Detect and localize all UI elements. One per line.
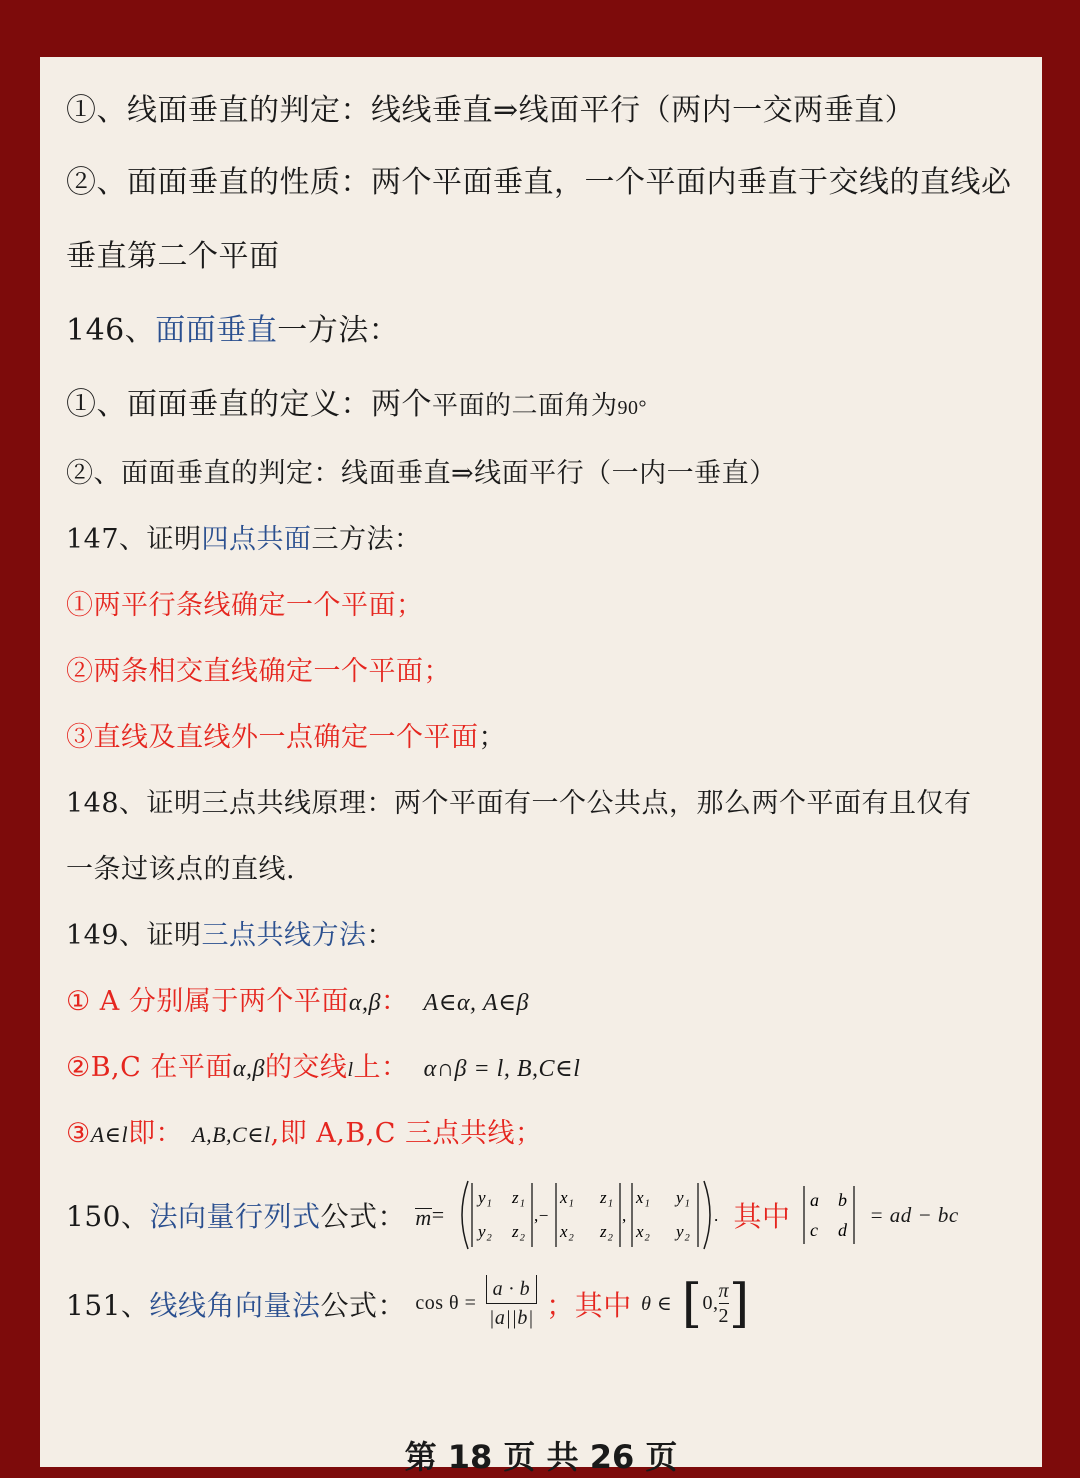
- math-greek: α,β: [348, 990, 381, 1016]
- svg-text:,: ,: [622, 1206, 627, 1225]
- line-text: 公式：: [320, 1200, 406, 1233]
- line-text: 上：: [353, 1052, 409, 1083]
- line-text: ：: [366, 920, 395, 951]
- line-text: ①、面面垂直的定义：两个: [66, 387, 432, 422]
- line-text: ；: [478, 722, 506, 753]
- det-d: d: [837, 1220, 848, 1240]
- line-text: 其中: [733, 1200, 791, 1233]
- highlight-blue: 法向量行列式: [149, 1200, 321, 1233]
- math-expression: α∩β = l, B,C∈l: [423, 1056, 581, 1082]
- fraction: [486, 1275, 537, 1332]
- det-a: a: [809, 1190, 820, 1210]
- det-z1: z₁: [512, 1188, 526, 1207]
- det-y2b: y₂: [676, 1222, 691, 1241]
- det-z2: z₂: [512, 1222, 526, 1241]
- math-theta: θ ∈: [641, 1293, 673, 1315]
- math-eq: =: [431, 1202, 445, 1227]
- line-text: 151、: [66, 1288, 150, 1322]
- line-text: 三方法：: [311, 524, 422, 555]
- line-text: ：: [380, 986, 409, 1017]
- math-greek: α,β: [232, 1056, 265, 1082]
- det-y1: y₁: [478, 1188, 493, 1207]
- det-x2b: x₂: [636, 1222, 651, 1241]
- page-footer: 第 18 页 共 26 页: [404, 1438, 678, 1476]
- heading-148-cont: [66, 847, 295, 886]
- line-text: ②两条相交直线确定一个平面；: [66, 656, 451, 687]
- line-text: 公式：: [320, 1288, 406, 1322]
- line-text: ；其中: [546, 1288, 632, 1322]
- math-expression: A∈α, A∈β: [423, 990, 529, 1016]
- interval-start: 0,: [702, 1292, 719, 1314]
- item-number: 146、: [66, 313, 156, 348]
- math-cos: cos θ =: [415, 1292, 477, 1314]
- det-c: c: [809, 1220, 819, 1240]
- line-text: ① A 分别属于两个平面: [66, 986, 349, 1017]
- det-x2: x₂: [560, 1222, 575, 1241]
- det-z1b: z₁: [600, 1188, 614, 1207]
- line-text: ②、面面垂直的判定：线面垂直⇒线面平行（一内一垂直）: [66, 458, 777, 489]
- line-text: ②B,C 在平面: [66, 1052, 233, 1083]
- line-perpendicular-judgement: [66, 85, 915, 129]
- svg-text:.: .: [714, 1206, 719, 1225]
- line-text: 150、: [66, 1200, 150, 1233]
- heading-149: [66, 913, 394, 952]
- fraction-denominator: |a||b|: [486, 1303, 537, 1332]
- line-text: 149、证明: [66, 920, 202, 951]
- det-y2: y₂: [478, 1222, 493, 1241]
- line-text: ③直线及直线外一点确定一个平面: [66, 722, 479, 753]
- highlight-blue: 三点共线方法: [201, 920, 367, 951]
- det-x1b: x₁: [636, 1188, 651, 1207]
- line-text: 的交线: [264, 1052, 348, 1083]
- pi: π: [718, 1280, 730, 1302]
- line-text: 147、证明: [66, 524, 202, 555]
- line-text: ①两平行条线确定一个平面；: [66, 590, 424, 621]
- math-expression: A∈l: [90, 1122, 129, 1147]
- heading-147: [66, 517, 422, 556]
- heading-151: [66, 1275, 750, 1355]
- angle-90: 90°: [617, 397, 648, 419]
- math-var-m: m: [415, 1204, 432, 1230]
- svg-text:,−: ,−: [534, 1206, 549, 1225]
- normal-vector-determinant: [454, 1177, 724, 1253]
- heading-146: [66, 305, 399, 349]
- math-expression: A,B,C∈l: [192, 1122, 271, 1147]
- line-text: 一方法：: [277, 313, 400, 348]
- line-text: 一条过该点的直线.: [66, 854, 296, 885]
- heading-150: [66, 1177, 959, 1257]
- line-text: 即：: [128, 1118, 184, 1149]
- line-text: 148、证明三点共线原理：两个平面有一个公共点，那么两个平面有且仅有: [66, 788, 972, 819]
- line-text: ③: [66, 1118, 91, 1149]
- line-text: 平面的二面角为: [432, 391, 618, 421]
- page-sheet: [40, 57, 1042, 1476]
- collinear-step-1: [66, 979, 529, 1018]
- line-text: ,即 A,B,C 三点共线；: [270, 1118, 543, 1149]
- determinant-abcd: [800, 1182, 860, 1248]
- det-x1: x₁: [560, 1188, 575, 1207]
- bracket-right: ]: [729, 1273, 750, 1334]
- line-plane-perp-judgement: [66, 451, 777, 490]
- collinear-step-2: [66, 1045, 580, 1084]
- collinear-step-3: [66, 1111, 543, 1150]
- two: 2: [718, 1305, 730, 1327]
- method-2: [66, 649, 451, 688]
- method-1: [66, 583, 424, 622]
- det-y1b: y₁: [676, 1188, 691, 1207]
- bracket-left: [: [681, 1273, 703, 1334]
- line-text: ①、线面垂直的判定：线线垂直⇒线面平行（两内一交两垂直）: [66, 93, 916, 128]
- line-plane-perp-property: [66, 157, 1012, 201]
- line-text: ②、面面垂直的性质：两个平面垂直，一个平面内垂直于交线的直线必: [66, 165, 1012, 200]
- line-plane-perp-definition: [66, 379, 647, 423]
- math-var: l: [347, 1059, 354, 1081]
- highlight-blue: 面面垂直: [155, 313, 278, 348]
- method-3: [66, 715, 506, 754]
- det-z2b: z₂: [600, 1222, 614, 1241]
- fraction-pi-2: [719, 1279, 730, 1328]
- line-text: 垂直第二个平面: [66, 239, 280, 274]
- highlight-blue: 四点共面: [201, 524, 312, 555]
- math-expression: = ad − bc: [869, 1202, 959, 1227]
- fraction-numerator: a · b: [486, 1275, 537, 1303]
- line-plane-perp-property-cont: [66, 231, 280, 275]
- det-b: b: [837, 1190, 848, 1210]
- highlight-blue: 线线角向量法: [149, 1288, 321, 1322]
- heading-148: [66, 781, 972, 820]
